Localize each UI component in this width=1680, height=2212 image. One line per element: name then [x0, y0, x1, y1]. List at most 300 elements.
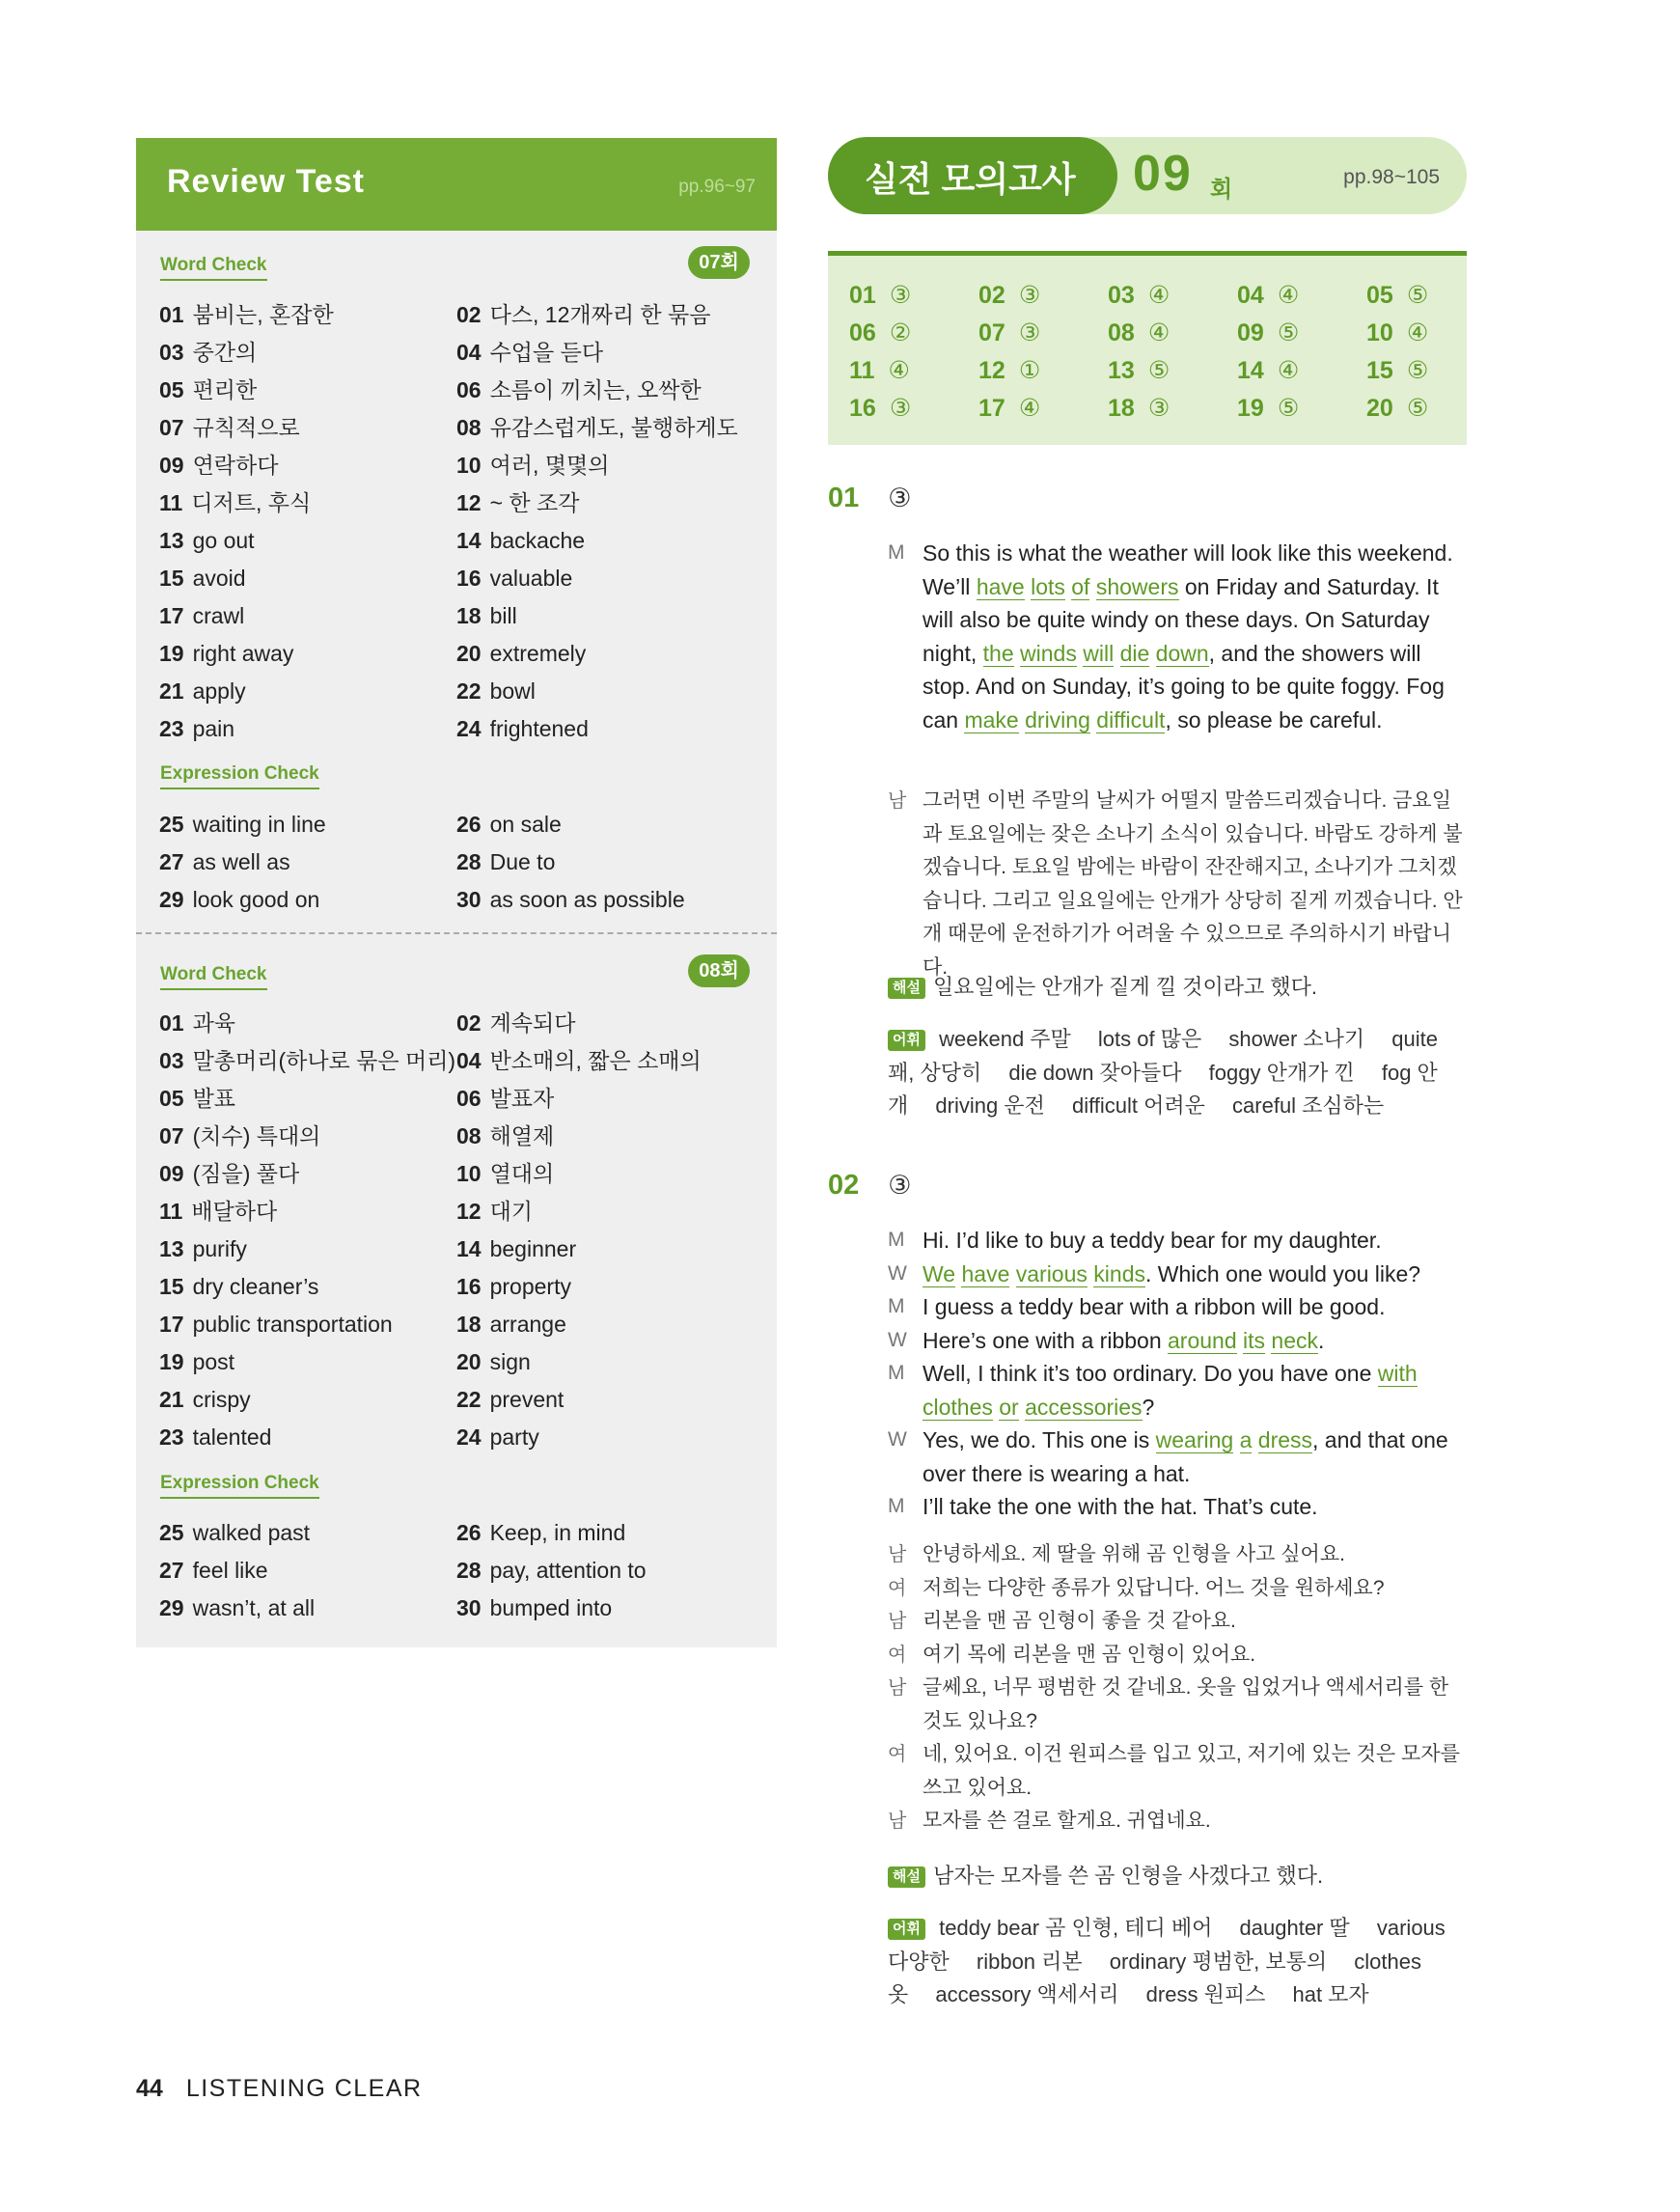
vocab-item: shower 소나기 [1228, 1027, 1365, 1051]
explanation-tag: 해설 [888, 1866, 925, 1888]
item-number: 19 [159, 641, 184, 666]
speaker-label: 남 [888, 1544, 907, 1565]
word-item [159, 1005, 456, 1042]
speaker-label: 여 [888, 1644, 907, 1666]
item-number: 15 [159, 566, 184, 591]
script-fragment [1252, 1427, 1257, 1452]
item-text: 디저트, 후식 [191, 490, 312, 515]
dictation-blank-word: its [1243, 1327, 1266, 1353]
word-item [159, 1230, 456, 1268]
item-text: purify [192, 1236, 247, 1261]
item-text: crispy [192, 1387, 251, 1412]
vocab-item: quite 꽤, 상당히 [888, 1027, 1438, 1085]
item-number: 08 [456, 1123, 482, 1148]
speaker-label: M [888, 1295, 905, 1317]
explanation-text: 일요일에는 안개가 짙게 낄 것이라고 했다. [932, 975, 1317, 999]
script-text [923, 1228, 1382, 1253]
item-text: bumped into [489, 1595, 613, 1620]
item-text: wasn’t, at all [192, 1595, 316, 1620]
word-item [456, 1343, 757, 1381]
question-answer: ③ [888, 484, 912, 512]
dictation-blank-word: clothes [923, 1394, 993, 1420]
word-item [159, 522, 456, 560]
word-item [159, 1343, 456, 1381]
item-text: 반소매의, 짧은 소매의 [489, 1048, 702, 1073]
translation-line [888, 1639, 1471, 1673]
expression-item [159, 1514, 456, 1552]
item-text: sign [489, 1349, 531, 1374]
item-number: 26 [456, 812, 482, 837]
answer-number: 05 [1366, 282, 1393, 309]
item-text: ~ 한 조각 [489, 490, 580, 515]
answer-number: 09 [1237, 319, 1264, 346]
item-number: 16 [456, 566, 482, 591]
script-fragment: . [1318, 1327, 1325, 1353]
answer-number: 19 [1237, 395, 1264, 422]
vocab-item: clothes 옷 [888, 1949, 1421, 2006]
answer-choice: ⑤ [1277, 395, 1300, 422]
item-number: 30 [456, 1595, 482, 1620]
word-item [159, 1080, 456, 1118]
item-text: as well as [192, 849, 290, 874]
item-text: frightened [489, 716, 589, 741]
expression-item [456, 843, 757, 881]
exam-header [828, 137, 1467, 214]
word-check-label: Word Check [160, 256, 267, 281]
dictation-blank-word: will [1083, 640, 1115, 666]
word-item [456, 1230, 757, 1268]
word-item [159, 635, 456, 673]
answer-choice: ④ [1406, 319, 1429, 346]
word-item [456, 1005, 757, 1042]
english-script [888, 1224, 1457, 1524]
script-fragment: , so please be careful. [1165, 706, 1383, 733]
script-text [923, 1328, 1324, 1354]
script-line [888, 1357, 1457, 1424]
script-line [888, 1224, 1457, 1258]
speaker-label: 남 [888, 790, 907, 812]
item-text: public transportation [192, 1312, 393, 1337]
word-item [159, 447, 456, 484]
review-test-pages: pp.96~97 [678, 177, 756, 197]
answer-number: 07 [978, 319, 1005, 346]
dictation-blank-word: down [1155, 640, 1209, 666]
translation-text: 네, 있어요. 이건 원피스를 입고 있고, 저기에 있는 것은 모자를 쓰고 있어요. [923, 1743, 1460, 1799]
item-number: 02 [456, 302, 482, 327]
item-number: 29 [159, 887, 184, 912]
script-line [888, 1490, 1457, 1524]
word-item [159, 1193, 456, 1230]
korean-translation [888, 785, 1471, 984]
translation-text: 리본을 맨 곰 인형이 좋을 것 같아요. [923, 1610, 1236, 1632]
dictation-blank-word: with [1377, 1361, 1418, 1386]
answer-number: 13 [1108, 357, 1135, 384]
book-title: LISTENING CLEAR [185, 2075, 423, 2102]
word-item [456, 1080, 757, 1118]
item-number: 07 [159, 415, 184, 440]
word-item [456, 409, 757, 447]
question-number: 01 [828, 483, 860, 513]
vocabulary-tag: 어휘 [888, 1919, 925, 1940]
translation-text: 안녕하세요. 제 딸을 위해 곰 인형을 사고 싶어요. [923, 1543, 1345, 1565]
dictation-blank-word: a [1239, 1427, 1253, 1452]
speaker-label: W [888, 1328, 907, 1351]
answer-choice: ④ [1277, 357, 1300, 384]
script-text [923, 540, 1453, 733]
word-item [159, 372, 456, 409]
item-number: 12 [456, 490, 482, 515]
round-badge: 07회 [688, 246, 750, 279]
answer-choice: ④ [1147, 282, 1170, 309]
answer-item [1237, 352, 1366, 390]
dictation-blank-word: the [982, 640, 1014, 666]
item-number: 03 [159, 1048, 184, 1073]
word-item [159, 1118, 456, 1155]
script-fragment: So this is what the weather will look like this weekend. We’ll [923, 540, 1453, 599]
dictation-blank-word: around [1168, 1327, 1237, 1353]
word-item [456, 334, 757, 372]
vocab-item: ribbon 리본 [976, 1949, 1083, 1974]
word-item [456, 1419, 757, 1456]
answer-item [1108, 277, 1237, 315]
item-text: arrange [489, 1312, 566, 1337]
item-number: 30 [456, 887, 482, 912]
item-number: 11 [159, 490, 183, 515]
word-item [159, 334, 456, 372]
item-number: 10 [456, 1161, 482, 1186]
vocab-item: driving 운전 [935, 1093, 1045, 1118]
vocab-item: ordinary 평범한, 보통의 [1109, 1949, 1328, 1974]
script-text [923, 1494, 1318, 1519]
item-text: avoid [192, 566, 246, 591]
expression-item [159, 881, 456, 919]
dictation-blank-word: have [961, 1260, 1010, 1286]
word-item [456, 1155, 757, 1193]
answer-item [1366, 277, 1496, 315]
item-text: (짐을) 풀다 [192, 1161, 300, 1186]
dictation-blank-word: winds [1020, 640, 1077, 666]
dictation-blank-word: showers [1095, 573, 1179, 599]
answer-choice: ④ [1018, 395, 1041, 422]
word-item [456, 1381, 757, 1419]
item-text: (치수) 특대의 [192, 1123, 321, 1148]
word-item [456, 1042, 757, 1080]
dictation-blank-word: neck [1271, 1327, 1318, 1353]
vocab-item: weekend 주말 [939, 1027, 1071, 1051]
dictation-blank-word: lots [1031, 573, 1065, 599]
item-text: on sale [489, 812, 562, 837]
item-text: 붐비는, 혼잡한 [192, 302, 334, 327]
script-text [923, 1427, 1448, 1486]
item-text: 발표자 [489, 1086, 555, 1111]
vocabulary-tag: 어휘 [888, 1030, 925, 1051]
dictation-blank-word: driving [1025, 706, 1090, 733]
word-item [159, 673, 456, 710]
vocab-item: various 다양한 [888, 1916, 1446, 1974]
item-text: 유감스럽게도, 불행하게도 [489, 415, 738, 440]
word-item [456, 372, 757, 409]
item-number: 14 [456, 528, 482, 553]
answer-item [1108, 390, 1237, 428]
expression-check-label: Expression Check [160, 1474, 319, 1499]
item-text: 수업을 듣다 [489, 340, 604, 365]
dictation-blank-word: or [999, 1394, 1019, 1420]
item-text: bowl [489, 678, 536, 704]
question-answer: ③ [888, 1171, 912, 1200]
translation-line [888, 1672, 1471, 1738]
answer-item [1237, 390, 1366, 428]
dictation-blank-word: difficult [1096, 706, 1166, 733]
expression-item [456, 806, 757, 843]
item-text: Due to [489, 849, 556, 874]
item-text: 소름이 끼치는, 오싹한 [489, 377, 702, 402]
item-number: 21 [159, 678, 184, 704]
script-fragment: Here’s one with a ribbon [923, 1327, 1168, 1353]
explanation-text: 남자는 모자를 쓴 곰 인형을 사겠다고 했다. [932, 1864, 1324, 1888]
item-number: 24 [456, 1424, 482, 1450]
speaker-label: 여 [888, 1744, 907, 1765]
review-test-header [136, 138, 777, 231]
answer-item [978, 390, 1108, 428]
translation-text: 모자를 쓴 걸로 할게요. 귀엽네요. [923, 1810, 1211, 1832]
item-number: 28 [456, 1558, 482, 1583]
answer-number: 18 [1108, 395, 1135, 422]
dictation-blank-word: have [976, 573, 1025, 599]
word-item [159, 296, 456, 334]
page-number: 44 [136, 2075, 163, 2102]
answer-number: 02 [978, 282, 1005, 309]
exam-round-suffix: 회 [1210, 177, 1233, 203]
item-number: 23 [159, 716, 184, 741]
word-item [456, 560, 757, 597]
vocab-item: hat 모자 [1292, 1982, 1369, 2006]
item-text: prevent [489, 1387, 565, 1412]
translation-line [888, 1572, 1471, 1606]
item-text: party [489, 1424, 539, 1450]
vocab-item: teddy bear 곰 인형, 테디 베어 [939, 1916, 1213, 1940]
dictation-blank-word: kinds [1093, 1260, 1145, 1286]
item-text: 과육 [192, 1010, 236, 1036]
word-check-list [159, 1005, 757, 1456]
vocab-item: careful 조심하는 [1232, 1093, 1385, 1118]
script-fragment: ? [1142, 1394, 1155, 1420]
explanation-tag: 해설 [888, 978, 925, 999]
answer-item [1108, 352, 1237, 390]
exam-number: 09 [1133, 146, 1193, 202]
vocab-item: foggy 안개가 낀 [1208, 1060, 1355, 1085]
item-number: 21 [159, 1387, 184, 1412]
dictation-blank-word: wearing [1155, 1427, 1234, 1452]
speaker-label: 남 [888, 1811, 907, 1832]
expression-item [159, 806, 456, 843]
script-fragment [1089, 574, 1095, 599]
exam-pages: pp.98~105 [1343, 166, 1440, 188]
item-number: 17 [159, 1312, 184, 1337]
answer-number: 20 [1366, 395, 1393, 422]
answer-choice: ④ [888, 357, 910, 384]
item-number: 13 [159, 1236, 184, 1261]
speaker-label: W [888, 1261, 907, 1285]
item-number: 22 [456, 1387, 482, 1412]
speaker-label: M [888, 541, 905, 564]
script-fragment: Well, I think it’s too ordinary. Do you have one [923, 1361, 1378, 1386]
word-check-list [159, 296, 757, 748]
dictation-blank-word: accessories [1025, 1394, 1143, 1420]
item-number: 15 [159, 1274, 184, 1299]
expression-item [456, 1514, 757, 1552]
word-item [159, 560, 456, 597]
expression-item [456, 1552, 757, 1590]
item-number: 25 [159, 1520, 184, 1545]
item-text: beginner [489, 1236, 577, 1261]
item-number: 03 [159, 340, 184, 365]
answer-item [1366, 352, 1496, 390]
answer-choice: ⑤ [1406, 357, 1429, 384]
word-item [456, 522, 757, 560]
script-fragment [1149, 641, 1155, 666]
translation-text: 저희는 다양한 종류가 있답니다. 어느 것을 원하세요? [923, 1576, 1385, 1599]
item-text: pay, attention to [489, 1558, 647, 1583]
translation-text: 그러면 이번 주말의 날씨가 어떨지 말씀드리겠습니다. 금요일과 토요일에는 잦은 소나기 소식이 있습니다. 바람도 강하게 불겠습니다. 토요일 밤에는 바람이 잔잔해지고, 소나기가 그치겠습니다. 그리고 일요일에는 안개가 상당히 짙게 끼겠습니다. 안개 때문에 운전하기가 어려울 수 있으므로 주의하시기 바랍니다. [923, 789, 1463, 979]
answer-item [978, 352, 1108, 390]
word-item [159, 710, 456, 748]
word-item [159, 1268, 456, 1306]
expression-check-list [159, 806, 757, 919]
item-number: 26 [456, 1520, 482, 1545]
vocab-item: daughter 딸 [1239, 1916, 1350, 1940]
speaker-label: 남 [888, 1677, 907, 1699]
item-number: 09 [159, 1161, 184, 1186]
answer-choice: ⑤ [1147, 357, 1170, 384]
item-text: pain [192, 716, 235, 741]
item-text: 발표 [192, 1086, 236, 1111]
word-item [456, 484, 757, 522]
dictation-blank-word: die [1119, 640, 1150, 666]
item-text: 계속되다 [489, 1010, 576, 1036]
answer-item [849, 352, 978, 390]
dictation-blank-word: We [923, 1260, 956, 1286]
word-item [456, 710, 757, 748]
answer-number: 03 [1108, 282, 1135, 309]
item-number: 18 [456, 603, 482, 628]
item-text: look good on [192, 887, 320, 912]
item-number: 04 [456, 340, 482, 365]
expression-check-list [159, 1514, 757, 1627]
answer-item [849, 390, 978, 428]
vocab-item: die down 잦아들다 [1008, 1060, 1182, 1085]
answer-item [978, 277, 1108, 315]
question-heading [828, 1170, 911, 1202]
speaker-label: M [888, 1362, 905, 1384]
script-fragment [1114, 641, 1119, 666]
word-item [159, 484, 456, 522]
item-number: 02 [456, 1010, 482, 1036]
explanation [888, 1860, 1467, 1894]
item-text: valuable [489, 566, 573, 591]
item-number: 06 [456, 377, 482, 402]
item-text: talented [192, 1424, 272, 1450]
item-text: 대기 [489, 1199, 534, 1224]
english-script [888, 537, 1457, 736]
word-item [456, 635, 757, 673]
item-number: 27 [159, 1558, 184, 1583]
item-number: 05 [159, 377, 184, 402]
word-item [456, 296, 757, 334]
translation-line [888, 1738, 1471, 1805]
script-line [888, 1258, 1457, 1291]
answer-choice: ⑤ [1406, 282, 1429, 309]
item-text: 편리한 [192, 377, 258, 402]
item-number: 13 [159, 528, 184, 553]
answer-item [1237, 315, 1366, 352]
item-number: 27 [159, 849, 184, 874]
answer-choice: ③ [1018, 319, 1041, 346]
vocab-item: lots of 많은 [1097, 1027, 1202, 1051]
explanation [888, 971, 1467, 1005]
expression-item [456, 881, 757, 919]
speaker-label: 여 [888, 1577, 907, 1599]
dictation-blank-word: dress [1257, 1427, 1313, 1452]
answer-number: 10 [1366, 319, 1393, 346]
item-number: 05 [159, 1086, 184, 1111]
item-number: 08 [456, 415, 482, 440]
item-number: 20 [456, 1349, 482, 1374]
item-number: 07 [159, 1123, 184, 1148]
script-fragment: Hi. I’d like to buy a teddy bear for my daughter. [923, 1228, 1382, 1253]
item-number: 06 [456, 1086, 482, 1111]
review-test-panel [136, 138, 777, 1647]
script-fragment: . Which one would you like? [1145, 1260, 1421, 1286]
answer-choice: ③ [889, 395, 912, 422]
speaker-label: M [888, 1229, 905, 1251]
word-item [159, 597, 456, 635]
item-text: backache [489, 528, 586, 553]
answer-item [1366, 390, 1496, 428]
item-number: 29 [159, 1595, 184, 1620]
item-text: 중간의 [192, 340, 258, 365]
answer-number: 04 [1237, 282, 1264, 309]
item-text: bill [489, 603, 517, 628]
word-item [159, 409, 456, 447]
item-number: 22 [456, 678, 482, 704]
item-text: go out [192, 528, 255, 553]
item-text: 연락하다 [192, 453, 279, 478]
answer-choice: ① [1018, 357, 1041, 384]
item-number: 01 [159, 1010, 184, 1036]
item-number: 09 [159, 453, 184, 478]
item-number: 23 [159, 1424, 184, 1450]
word-item [159, 1042, 456, 1080]
answer-choice: ③ [1018, 282, 1041, 309]
answer-item [1108, 315, 1237, 352]
question-number: 02 [828, 1170, 860, 1201]
script-fragment: on Friday and Saturday. It will also be quite windy on these days. On Saturday night, [923, 573, 1439, 666]
word-item [456, 597, 757, 635]
vocab-item: dress 원피스 [1145, 1982, 1266, 2006]
korean-translation [888, 1538, 1471, 1839]
translation-text: 글쎄요, 너무 평범한 것 같네요. 옷을 입었거나 액세서리를 한 것도 있나요? [923, 1676, 1449, 1732]
answer-key-box [828, 251, 1467, 445]
answer-number: 15 [1366, 357, 1393, 384]
word-item [456, 1268, 757, 1306]
item-text: 여러, 몇몇의 [489, 453, 610, 478]
script-text [923, 1361, 1418, 1421]
page-footer [136, 2075, 423, 2103]
item-number: 01 [159, 302, 184, 327]
answer-number: 08 [1108, 319, 1135, 346]
answer-choice: ⑤ [1277, 319, 1300, 346]
item-text: 말총머리(하나로 묶은 머리) [192, 1048, 456, 1073]
